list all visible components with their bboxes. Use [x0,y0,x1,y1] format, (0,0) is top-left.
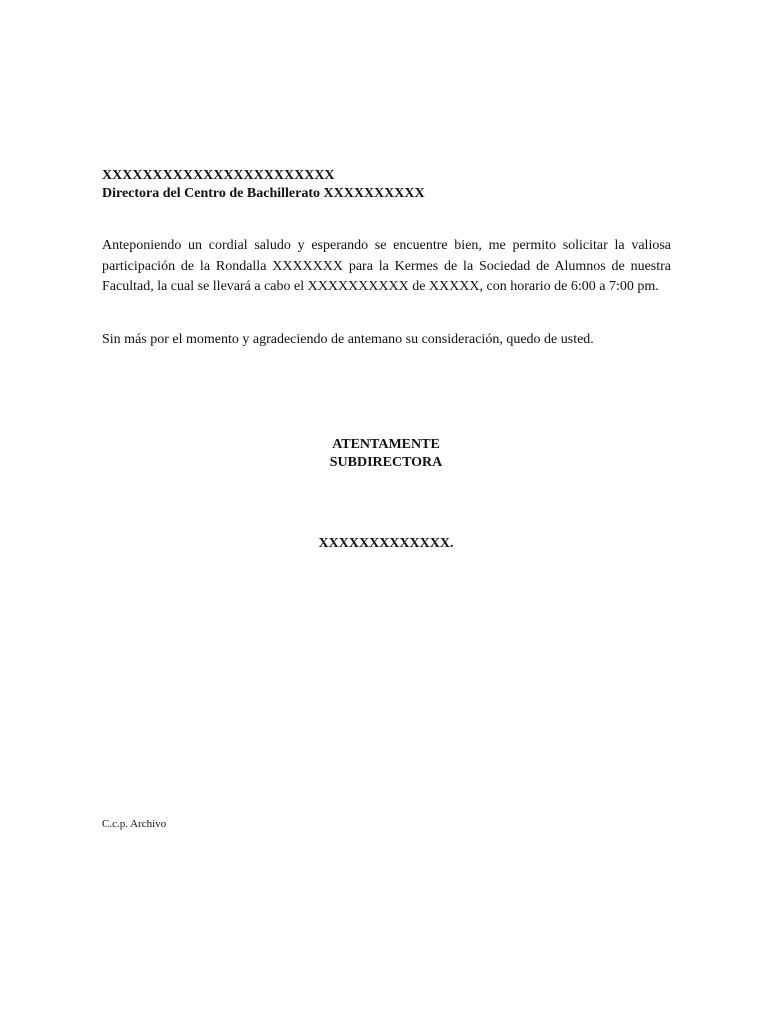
signer-name: XXXXXXXXXXXXX. [318,536,454,551]
recipient-title: Directora del Centro de Bachillerato XXXXXXXXXX [102,186,425,201]
body-paragraph-request: Anteponiendo un cordial saludo y esperando se encuentre bien, me permito solicitar la valiosa participación de la Rondalla XXXXXXX para la Kermes de la Sociedad de Alumnos de nuestra Facultad, la cual se llevará a cabo el XXXXXXXXXX de XXXXX, con horario de 6:00 a 7:00 pm. [102,238,671,294]
recipient-block [102,167,682,203]
carbon-copy-note: C.c.p. Archivo [102,818,167,830]
body-paragraph-closing: Sin más por el momento y agradeciendo de antemano su consideración, quedo de usted. [102,332,594,347]
closing-block [0,436,768,472]
signer-title: SUBDIRECTORA [329,455,443,470]
closing-salutation: ATENTAMENTE [332,437,440,452]
recipient-name: XXXXXXXXXXXXXXXXXXXXXXX [102,168,335,183]
